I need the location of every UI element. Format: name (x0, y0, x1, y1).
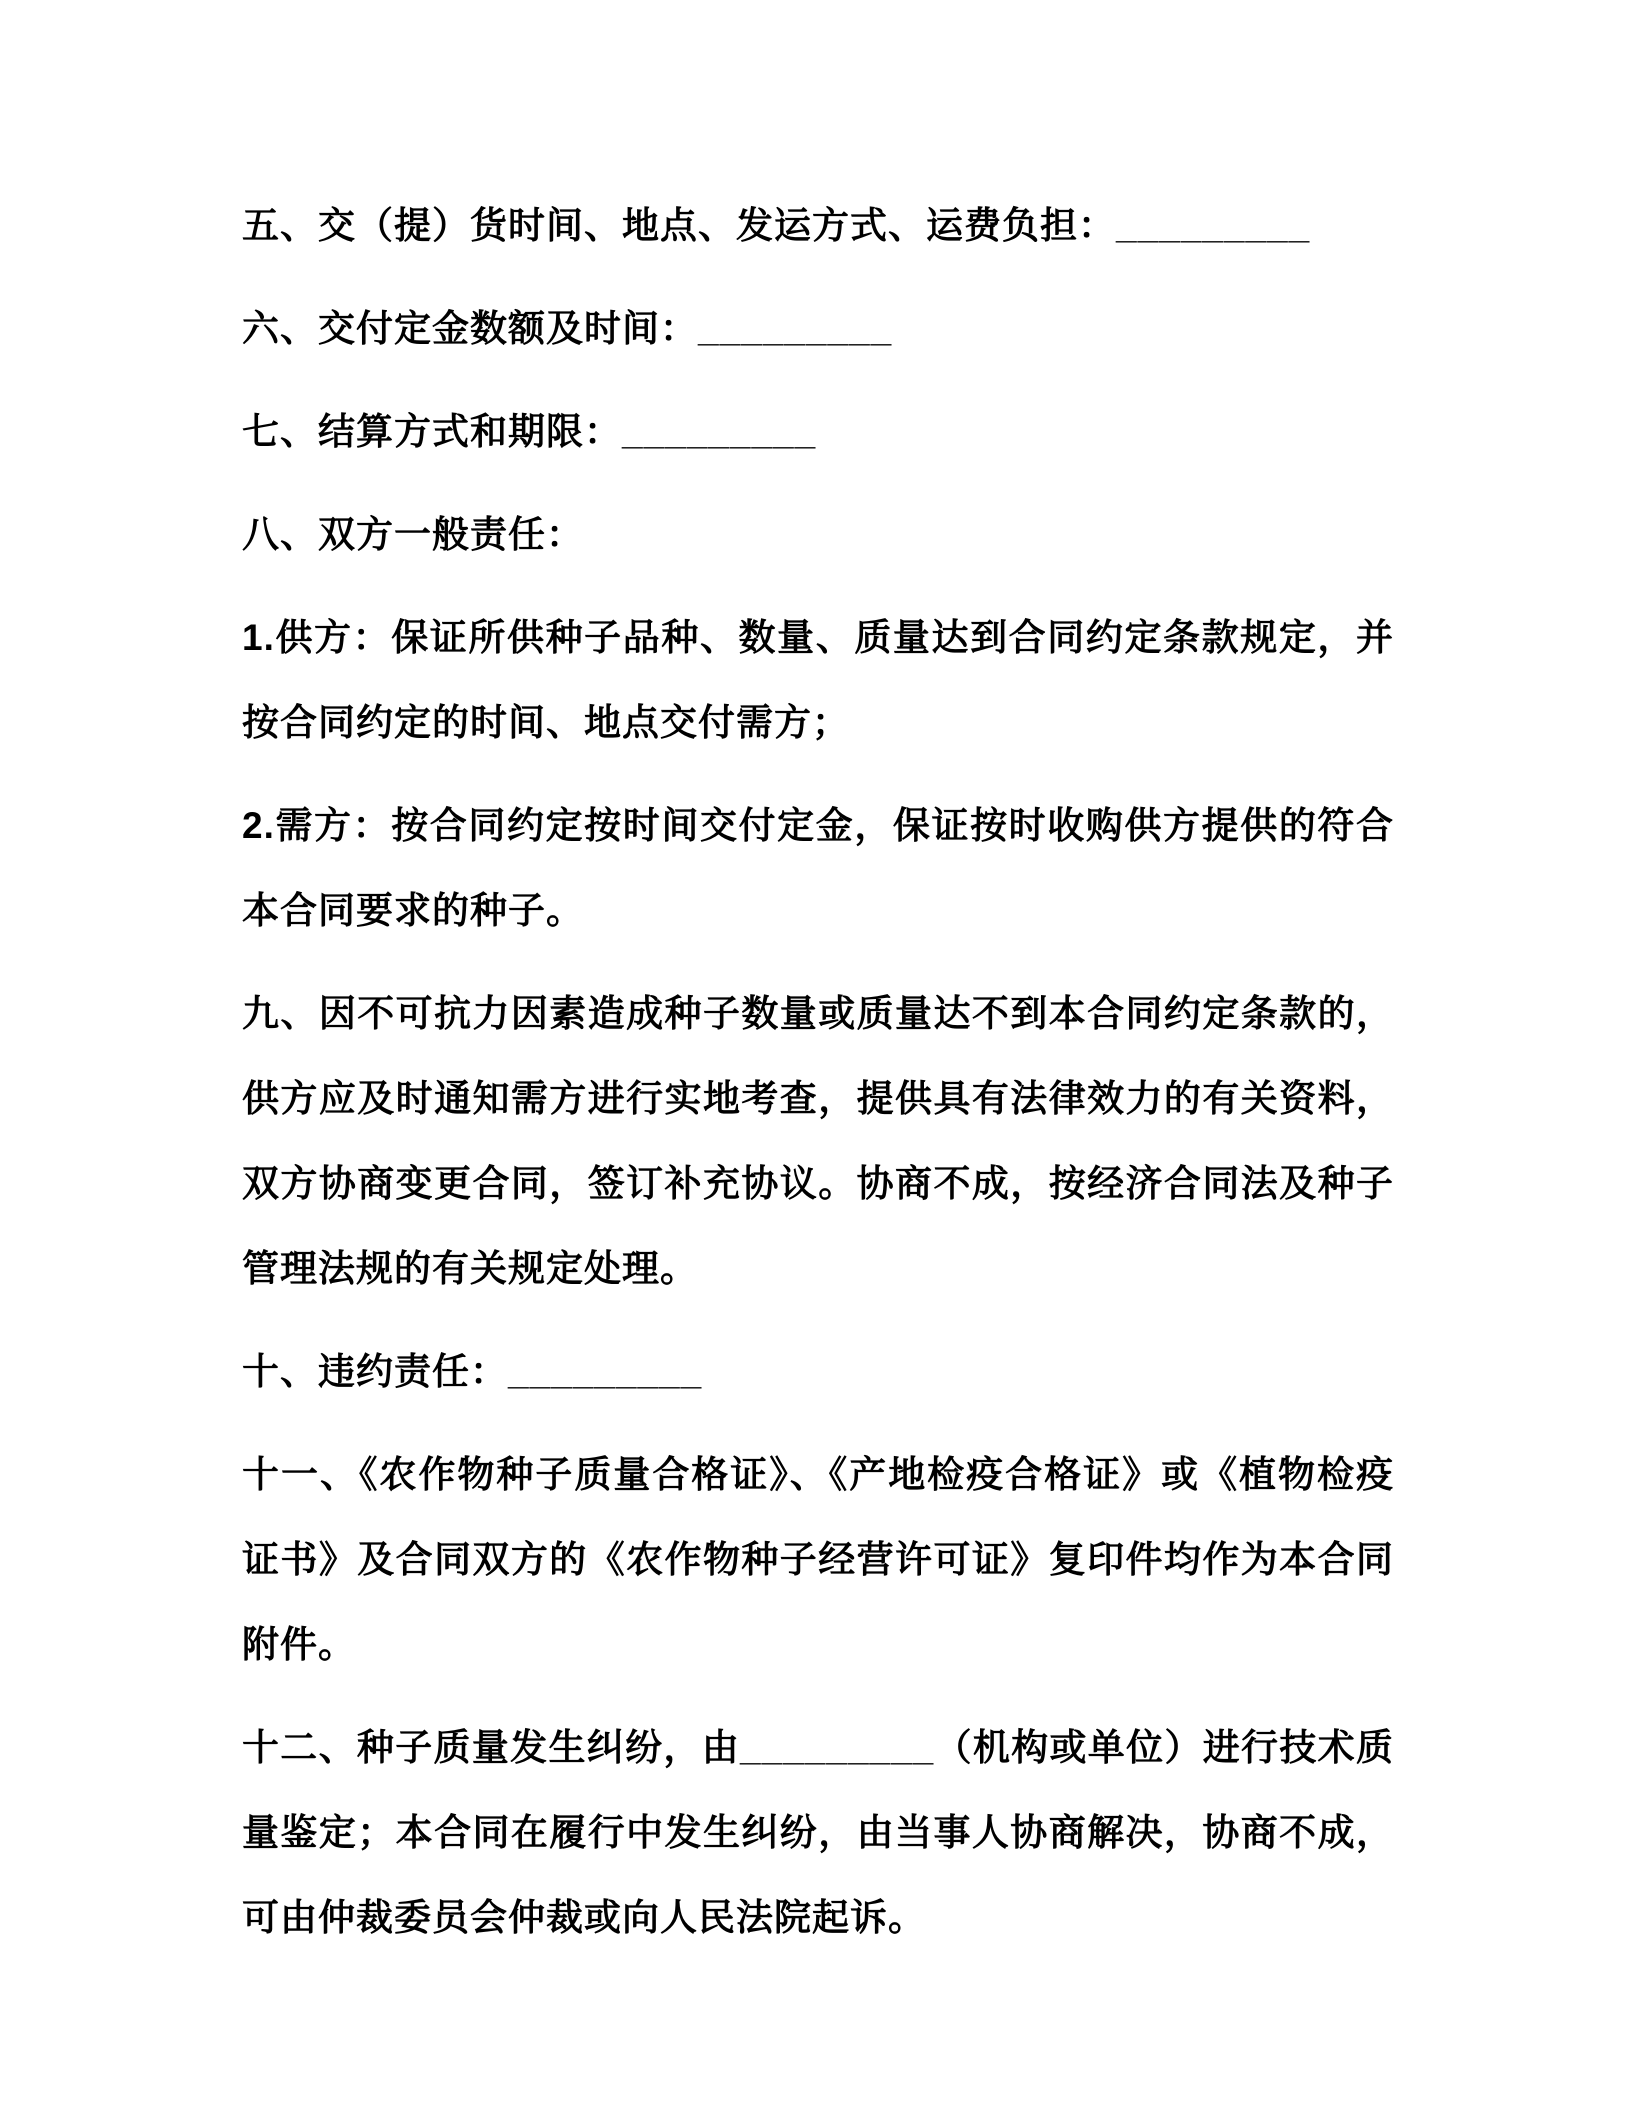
clause-7-settlement: 七、结算方式和期限：_________ (242, 411, 817, 452)
supplier-obligation: 1.供方：保证所供种子品种、数量、质量达到合同约定条款规定，并按合同约定的时间、地点交付需方； (242, 617, 1394, 743)
clause-9-force-majeure: 九、因不可抗力因素造成种子数量或质量达不到本合同约定条款的，供方应及时通知需方进行实地考查，提供具有法律效力的有关资料，双方协商变更合同，签订补充协议。协商不成，按经济合同法及种子管理法规的有关规定处理。 (242, 993, 1394, 1289)
clause-6-deposit: 六、交付定金数额及时间：_________ (242, 308, 893, 349)
buyer-obligation: 2.需方：按合同约定按时间交付定金，保证按时收购供方提供的符合本合同要求的种子。 (242, 805, 1394, 931)
clause-12-disputes: 十二、种子质量发生纠纷，由_________（机构或单位）进行技术质量鉴定；本合同在履行中发生纠纷，由当事人协商解决，协商不成，可由仲裁委员会仲裁或向人民法院起诉。 (242, 1727, 1394, 1938)
clause-10-breach: 十、违约责任：_________ (242, 1351, 703, 1392)
contract-body (242, 183, 1394, 1960)
clause-8-general-duties: 八、双方一般责任： (242, 514, 584, 555)
clause-5-delivery-terms: 五、交（提）货时间、地点、发运方式、运费负担：_________ (242, 205, 1311, 246)
clause-11-certificates: 十一、《农作物种子质量合格证》、《产地检疫合格证》或《植物检疫证书》及合同双方的《农作物种子经营许可证》复印件均作为本合同附件。 (242, 1454, 1394, 1665)
